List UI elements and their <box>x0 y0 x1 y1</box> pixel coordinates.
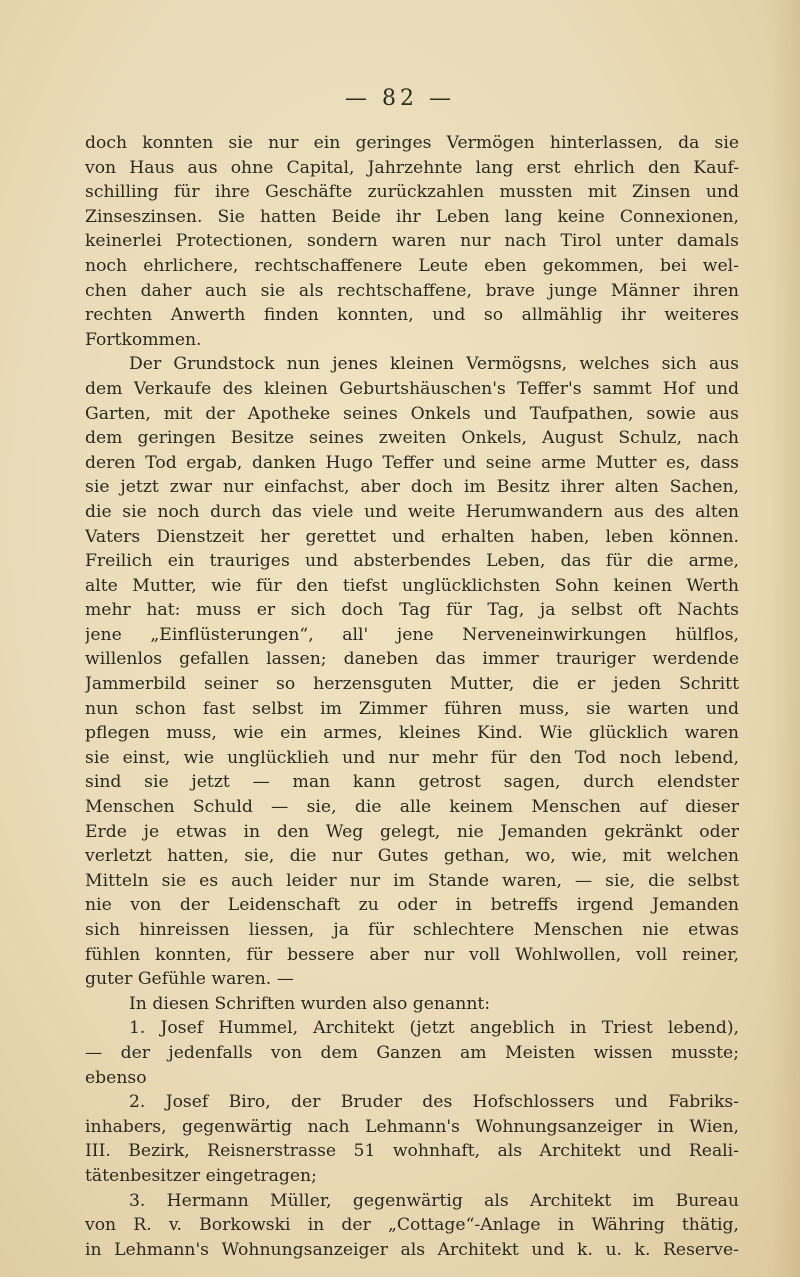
text-line: inhabers, gegenwärtig nach Lehmann's Wohnungsanzeiger in Wien, <box>85 1116 739 1137</box>
text-line: von Haus aus ohne Capital, Jahrzehnte lang erst ehrlich den Kauf- <box>85 157 739 178</box>
text-line: die sie noch durch das viele und weite Herumwandern aus des alten <box>85 501 739 522</box>
page-edge-shadow <box>770 0 800 1277</box>
text-line: guter Gefühle waren. — <box>85 969 294 990</box>
text-line: 3. Hermann Müller, gegenwärtig als Architekt im Bureau <box>129 1190 739 1211</box>
text-line: doch konnten sie nur ein geringes Vermögen hinterlassen, da sie <box>85 133 739 153</box>
text-line: dem Verkaufe des kleinen Geburtshäuschen's Teffer's sammt Hof und <box>85 378 739 399</box>
text-line: chen daher auch sie als rechtschaffene, brave junge Männer ihren <box>85 280 739 301</box>
text-line: Vaters Dienstzeit her gerettet und erhalten haben, leben können. <box>85 526 739 547</box>
text-line: ebenso <box>85 1067 147 1088</box>
text-line: deren Tod ergab, danken Hugo Teffer und seine arme Mutter es, dass <box>85 452 739 473</box>
text-line: pflegen muss, wie ein armes, kleines Kind. Wie glücklich waren <box>85 723 739 744</box>
text-line: Mitteln sie es auch leider nur im Stande waren, — sie, die selbst <box>85 870 739 891</box>
text-line: nun schon fast selbst im Zimmer führen muss, sie warten und <box>85 698 739 719</box>
text-line: Zinseszinsen. Sie hatten Beide ihr Leben lang keine Connexionen, <box>85 206 739 227</box>
text-line: mehr hat: muss er sich doch Tag für Tag, ja selbst oft Nachts <box>85 600 739 621</box>
text-line: rechten Anwerth finden konnten, und so allmählig ihr weiteres <box>85 305 739 326</box>
text-line: 1. Josef Hummel, Architekt (jetzt angeblich in Triest lebend), <box>129 1018 739 1039</box>
text-line: jene „Einflüsterungen“, all' jene Nerveneinwirkungen hülflos, <box>85 624 739 645</box>
text-line: sind sie jetzt — man kann getrost sagen, durch elendster <box>85 772 739 793</box>
text-line: sich hinreissen liessen, ja für schlechtere Menschen nie etwas <box>85 920 739 940</box>
text-line: schilling für ihre Geschäfte zurückzahlen mussten mit Zinsen und <box>85 182 739 203</box>
text-line: nie von der Leidenschaft zu oder in betreffs irgend Jemanden <box>85 895 739 916</box>
text-line: Fortkommen. <box>85 329 202 350</box>
text-line: sie jetzt zwar nur einfachst, aber doch im Besitz ihrer alten Sachen, <box>85 477 739 498</box>
text-line: Jammerbild seiner so herzensguten Mutter, die er jeden Schritt <box>85 674 739 695</box>
page-number: — 82 — <box>345 86 455 111</box>
text-line: fühlen konnten, für bessere aber nur voll Wohlwollen, voll reiner, <box>85 944 739 965</box>
text-line: von R. v. Borkowski in der „Cottage“-Anlage in Währing thätig, <box>85 1215 739 1236</box>
text-line: III. Bezirk, Reisnerstrasse 51 wohnhaft, als Architekt und Reali- <box>85 1141 739 1162</box>
text-line: Garten, mit der Apotheke seines Onkels und Taufpathen, sowie aus <box>85 403 739 424</box>
text-line: Menschen Schuld — sie, die alle keinem Menschen auf dieser <box>85 797 739 818</box>
text-line: sie einst, wie unglücklieh und nur mehr für den Tod noch lebend, <box>85 747 739 768</box>
text-line: tätenbesitzer eingetragen; <box>85 1165 317 1186</box>
text-line: — der jedenfalls von dem Ganzen am Meisten wissen musste; <box>85 1042 739 1063</box>
text-line: 2. Josef Biro, der Bruder des Hofschlossers und Fabriks- <box>129 1092 739 1113</box>
text-line: keinerlei Protectionen, sondern waren nur nach Tirol unter damals <box>85 231 739 252</box>
body-text <box>85 131 739 1262</box>
text-line: Erde je etwas in den Weg gelegt, nie Jemanden gekränkt oder <box>85 821 739 842</box>
text-line: in Lehmann's Wohnungsanzeiger als Architekt und k. u. k. Reserve- <box>85 1239 739 1260</box>
text-line: Freilich ein trauriges und absterbendes Leben, das für die arme, <box>85 551 739 572</box>
text-line: alte Mutter, wie für den tiefst unglücklichsten Sohn keinen Werth <box>85 575 739 596</box>
text-line: noch ehrlichere, rechtschaffenere Leute eben gekommen, bei wel- <box>85 255 739 276</box>
text-line: dem geringen Besitze seines zweiten Onkels, August Schulz, nach <box>85 428 739 449</box>
text-line: In diesen Schriften wurden also genannt: <box>129 993 491 1014</box>
text-line: verletzt hatten, sie, die nur Gutes gethan, wo, wie, mit welchen <box>85 846 739 867</box>
text-line: Der Grundstock nun jenes kleinen Vermögsns, welches sich aus <box>129 354 739 375</box>
text-line: willenlos gefallen lassen; daneben das immer trauriger werdende <box>85 649 739 670</box>
